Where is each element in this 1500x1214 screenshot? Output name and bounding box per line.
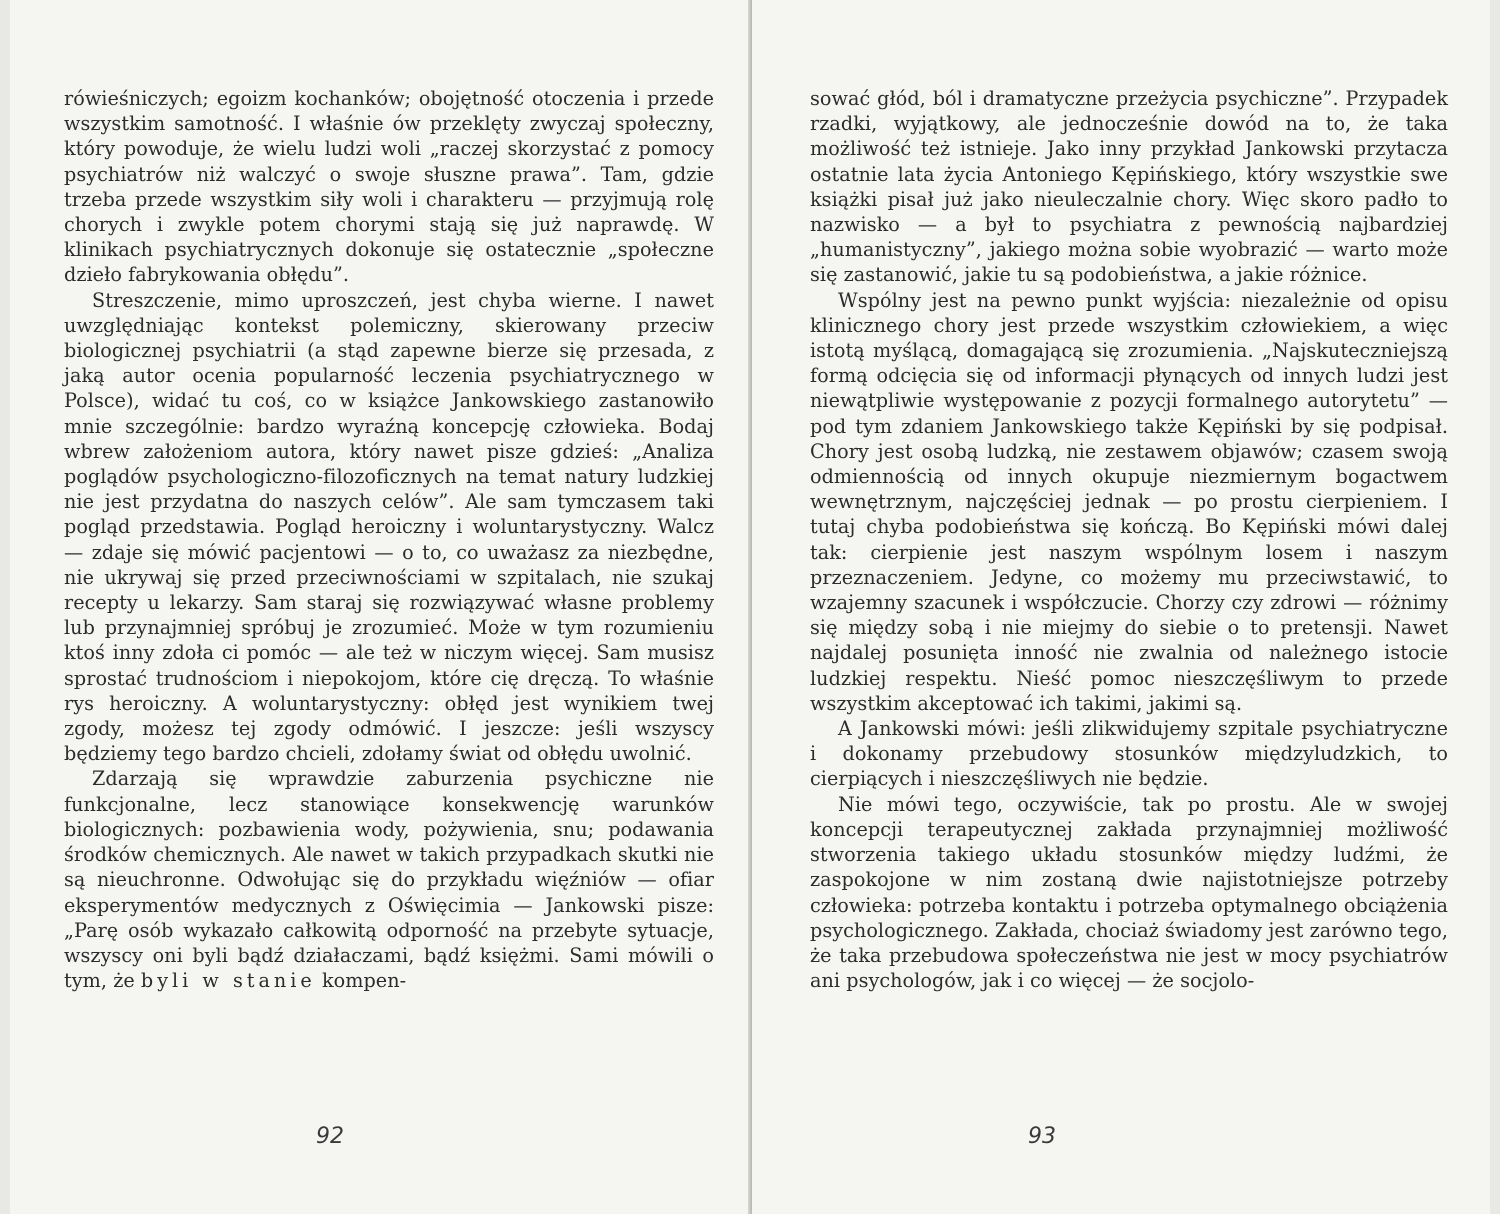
paragraph <box>64 766 714 993</box>
paragraph: Streszczenie, mimo uproszczeń, jest chyba wierne. I nawet uwzględniając kontekst polemiczny, skierowany przeciw biologicznej psychiatrii (a stąd zapewne bierze się przesada, z jaką autor ocenia popularność leczenia psychiatrycznego w Polsce), widać tu coś, co w książce Jankowskiego zastanowiło mnie szczególnie: bardzo wyraźną koncepcję człowieka. Bodaj wbrew założeniom autora, który nawet pisze gdzieś: „Analiza poglądów psychologiczno-filozoficznych na temat natury ludzkiej nie jest przydatna do naszych celów”. Ale sam tymczasem taki pogląd przedstawia. Pogląd heroiczny i woluntarystyczny. Walcz — zdaje się mówić pacjentowi — o to, co uważasz za niezbędne, nie ukrywaj się przed przeciwnościami w szpitalach, nie szukaj recepty u lekarzy. Sam staraj się rozwiązywać własne problemy lub przynajmniej spróbuj je zrozumieć. Może w tym rozumieniu ktoś inny zdoła ci pomóc — ale też w niczym więcej. Sam musisz sprostać trudnościom i niepokojom, które cię dręczą. To właśnie rys heroiczny. A woluntarystyczny: obłęd jest wynikiem twej zgody, możesz tej zgody odmówić. I jeszcze: jeśli wszyscy będziemy tego bardzo chcieli, zdołamy świat od obłędu uwolnić. <box>64 288 714 766</box>
paragraph: rówieśniczych; egoizm kochanków; obojętność otoczenia i przede wszystkim samotność. I właśnie ów przeklęty zwyczaj społeczny, który powoduje, że wielu ludzi woli „raczej skorzystać z pomocy psychiatrów niż walczyć o swoje słuszne prawa”. Tam, gdzie trzeba przede wszystkim siły woli i charakteru — przyjmują rolę chorych i zwykle potem chorymi stają się już naprawdę. W klinikach psychiatrycznych dokonuje się ostatecznie „społeczne dzieło fabrykowania obłędu”. <box>64 87 714 287</box>
paragraph: Wspólny jest na pewno punkt wyjścia: niezależnie od opisu klinicznego chory jest przede wszystkim człowiekiem, a więc istotą myślącą, domagającą się zrozumienia. „Najskuteczniejszą formą odcięcia się od informacji płynących od innych ludzi jest niewątpliwie występowanie z pozycji formalnego autorytetu” — pod tym zdaniem Jankowskiego także Kępiński by się podpisał. Chory jest osobą ludzką, nie zestawem objawów; czasem swoją odmiennością od innych okupuje niezmiernym bogactwem wewnętrznym, najczęściej jednak — po prostu cierpieniem. I tutaj chyba podobieństwa się kończą. Bo Kępiński mówi dalej tak: cierpienie jest naszym wspólnym losem i naszym przeznaczeniem. Jedyne, co możemy mu przeciwstawić, to wzajemny szacunek i współczucie. Chorzy czy zdrowi — różnimy się między sobą i nie miejmy do siebie o to pretensji. Nawet najdalej posunięta inność nie zwalnia od należnego istocie ludzkiej respektu. Nieść pomoc nieszczęśliwym to przede wszystkim akceptować ich takimi, jakimi są. <box>810 288 1448 715</box>
hyphenated-tail: kompen- <box>321 969 407 993</box>
paragraph: A Jankowski mówi: jeśli zlikwidujemy szpitale psychiatryczne i dokonamy przebudowy stosunków międzyludzkich, to cierpiących i nieszczęśliwych nie będzie. <box>810 717 1448 791</box>
left-page-body <box>64 86 714 993</box>
page-number: 92 <box>316 1124 344 1149</box>
right-page-body <box>810 86 1448 993</box>
paragraph-text: Zdarzają się wprawdzie zaburzenia psychiczne nie funkcjonalne, lecz stanowiące konsekwencję warunków biologicznych: pozbawienia wody, pożywienia, snu; podawania środków chemicznych. Ale nawet w takich przypadkach skutki nie są nieuchronne. Odwołując się do przykładu więźniów — ofiar eksperymentów medycznych z Oświęcimia — Jankowski pisze: „Parę osób wykazało całkowitą odporność na przebyte sytuacje, wszyscy oni byli bądź działaczami, bądź księżmi. Sami mówili o tym, że <box>64 767 714 993</box>
emphasized-phrase: byli w stanie <box>140 969 316 993</box>
right-page <box>752 0 1500 1214</box>
paragraph: Nie mówi tego, oczywiście, tak po prostu. Ale w swojej koncepcji terapeutycznej zakłada przynajmniej możliwość stworzenia takiego układu stosunków między ludźmi, że zaspokojone w nim zostaną dwie najistotniejsze potrzeby człowieka: potrzeba kontaktu i potrzeba optymalnego obciążenia psychologicznego. Zakłada, chociaż świadomy jest zarówno tego, że taka przebudowa społeczeństwa nie jest w mocy psychiatrów ani psychologów, jak i co więcej — że socjolo- <box>810 792 1448 993</box>
page-number: 93 <box>1028 1124 1056 1149</box>
paragraph: sować głód, ból i dramatyczne przeżycia psychiczne”. Przypadek rzadki, wyjątkowy, ale jednocześnie dowód na to, że taka możliwość też istnieje. Jako inny przykład Jankowski przytacza ostatnie lata życia Antoniego Kępińskiego, który wszystkie swe książki pisał już jako nieuleczalnie chory. Więc skoro padło to nazwisko — a był to psychiatra z pewnością najbardziej „humanistyczny”, jakiego można sobie wyobrazić — warto może się zastanowić, jakie tu są podobieństwa, a jakie różnice. <box>810 87 1448 287</box>
